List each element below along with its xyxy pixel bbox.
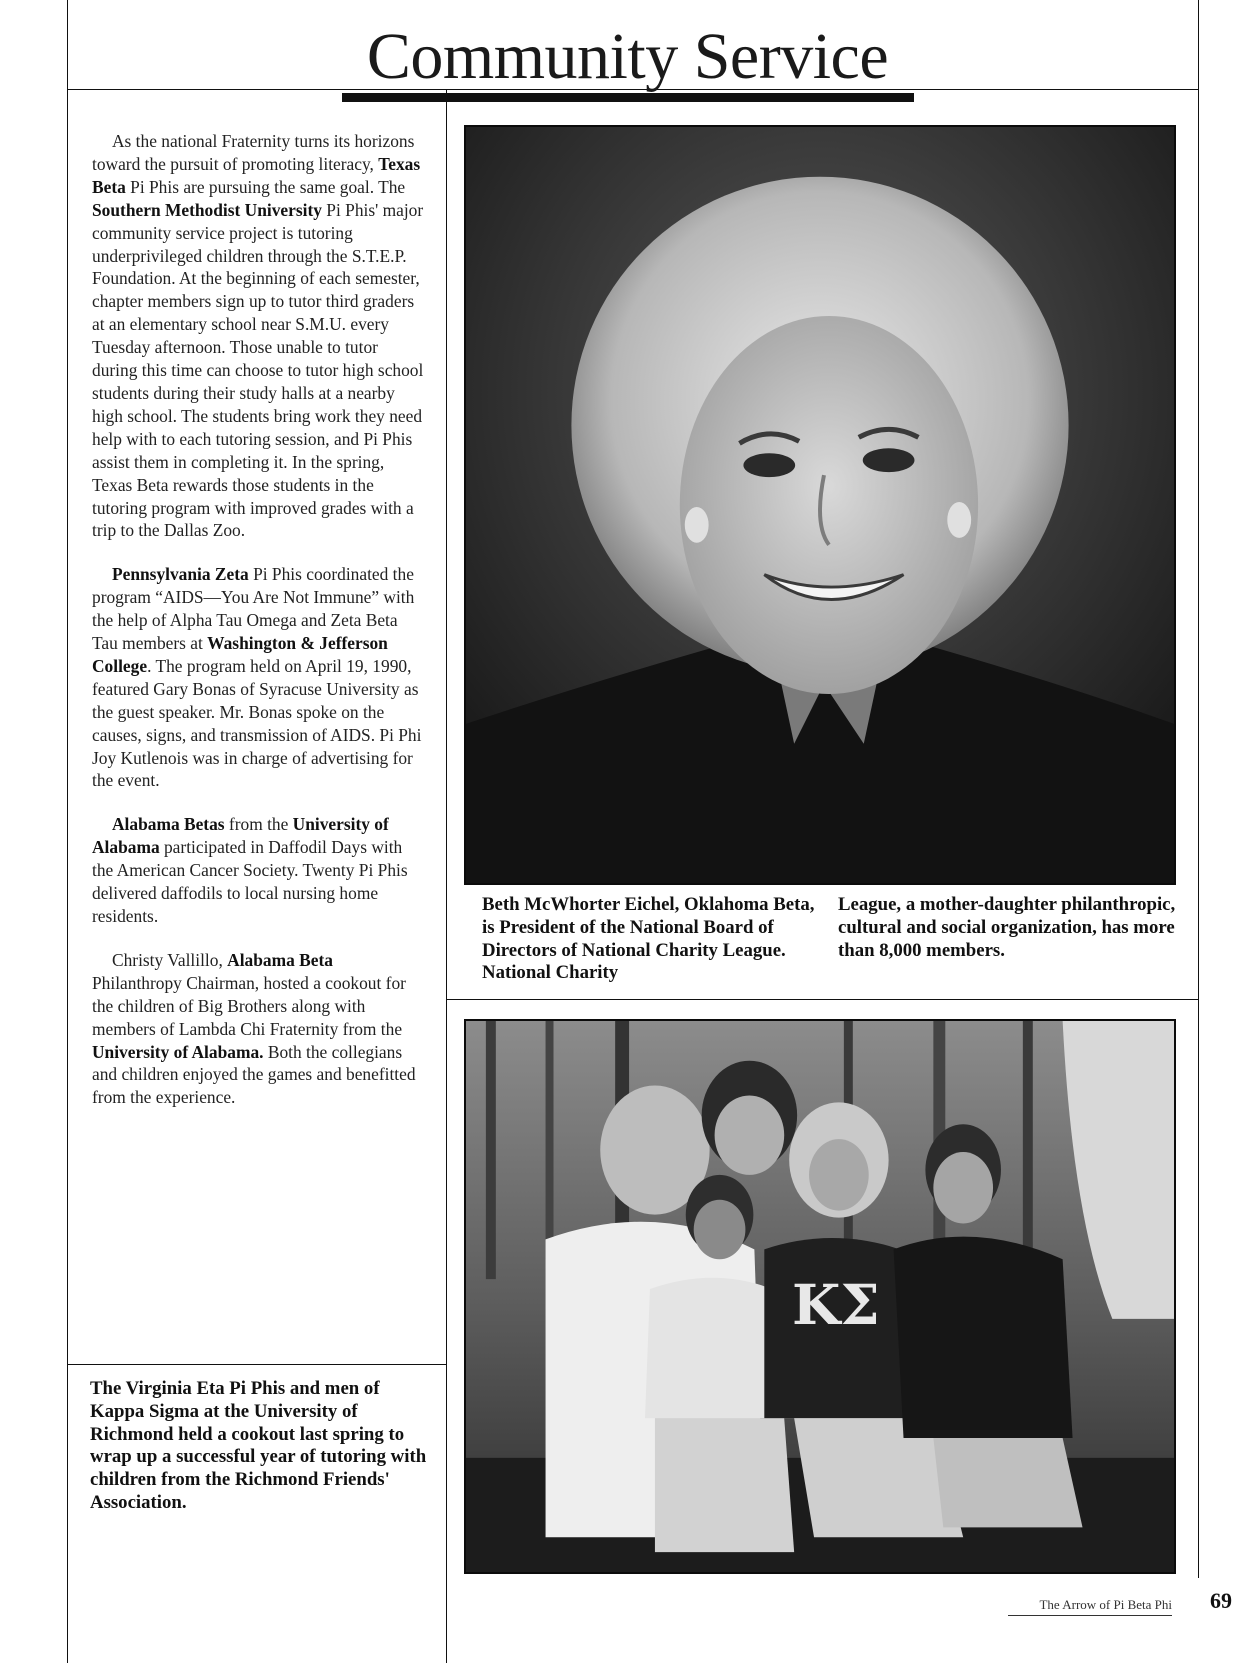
column-divider-rule: [446, 90, 447, 1663]
page-number: 69: [1210, 1588, 1232, 1613]
paragraph-texas-beta: As the national Fraternity turns its horizons toward the pursuit of promoting literacy, Texas Beta Pi Phis are pursuing the same goal. The Southern Methodist University Pi Phis' major community service project is tutoring underprivileged children through the S.T.E.P. Foundation. At the beginning of each semester, chapter members sign up to tutor third graders at an elementary school near S.M.U. every Tuesday afternoon. Those unable to tutor during this time can choose to tutor high school students during their study halls at a nearby high school. The students bring work they need help with to each tutoring session, and Pi Phis assist them in completing it. In the spring, Texas Beta rewards those students in the tutoring program with improved grades with a trip to the Dallas Zoo.: [92, 131, 424, 541]
group-photo: [464, 1019, 1176, 1574]
paragraph-pennsylvania-zeta: Pennsylvania Zeta Pi Phis coordinated the program “AIDS—You Are Not Immune” with the help of Alpha Tau Omega and Zeta Beta Tau members at Washington & Jefferson College. The program held on April 19, 1990, featured Gary Bonas of Syracuse University as the guest speaker. Mr. Bonas spoke on the causes, signs, and transmission of AIDS. Pi Phi Joy Kutlenois was in charge of advertising for the event.: [92, 564, 422, 791]
portrait-caption-right: League, a mother-daughter philanthropic, cultural and social organization, has more than 8,000 members.: [838, 894, 1176, 961]
footer-underline: [1008, 1615, 1172, 1616]
publication-name: The Arrow of Pi Beta Phi: [1039, 1597, 1172, 1612]
article-body: [92, 130, 427, 1130]
portrait-photo: [464, 125, 1176, 885]
page-title: Community Service: [366, 20, 889, 93]
title-underline-bar: [342, 93, 914, 102]
caption-divider-rule: [446, 999, 1199, 1000]
paragraph-alabama-betas: Alabama Betas from the University of Alabama participated in Daffodil Days with the American Cancer Society. Twenty Pi Phis delivered daffodils to local nursing home residents.: [92, 814, 408, 926]
left-margin-rule: [67, 0, 68, 1663]
paragraph-christy-vallillo: Christy Vallillo, Alabama Beta Philanthropy Chairman, hosted a cookout for the children of Big Brothers along with members of Lambda Chi Fraternity from the University of Alabama. Both the collegians and children enjoyed the games and benefitted from the experience.: [92, 949, 416, 1108]
portrait-caption-left: Beth McWhorter Eichel, Oklahoma Beta, is President of the National Board of Directors of National Charity League. National Charity: [482, 894, 815, 984]
bottom-caption-divider-rule: [67, 1364, 447, 1365]
sweater-letters: KΣ: [792, 1272, 880, 1338]
right-margin-rule: [1198, 0, 1199, 1578]
group-photo-caption: The Virginia Eta Pi Phis and men of Kappa Sigma at the University of Richmond held a cookout last spring to wrap up a successful year of tutoring with children from the Richmond Friends' Association.: [90, 1378, 427, 1513]
